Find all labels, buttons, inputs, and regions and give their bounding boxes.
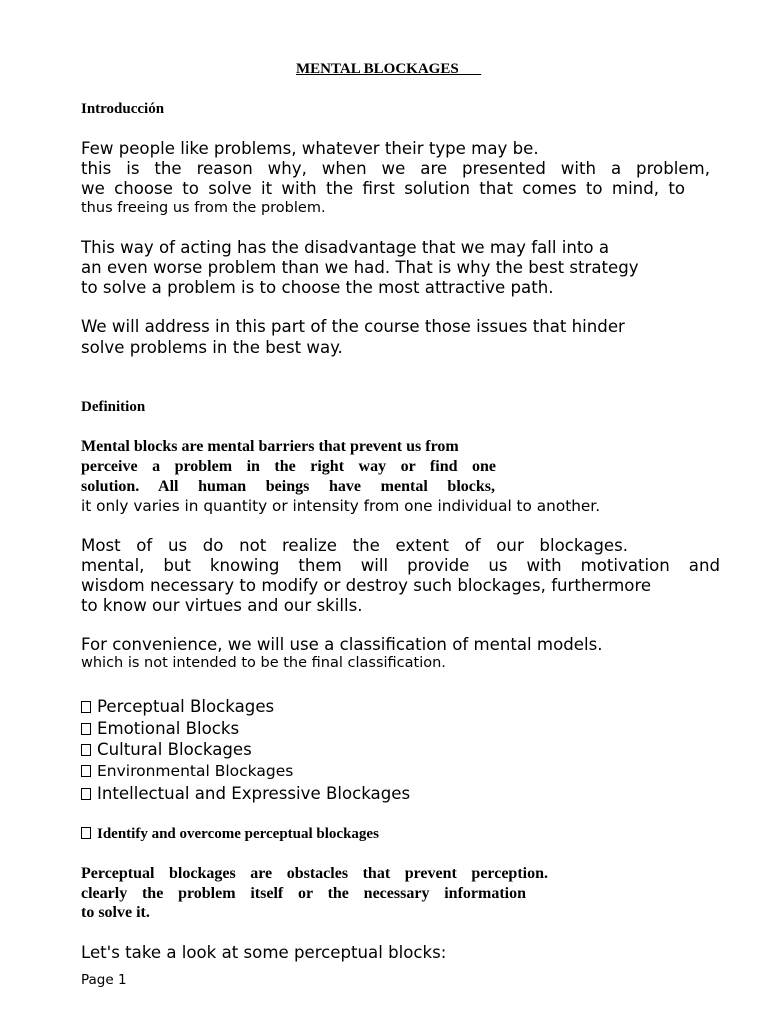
- section-line: clearly the problem itself or the necessary information: [81, 885, 526, 902]
- definition-line: mental, but knowing them will provide us with motivation and: [81, 556, 720, 575]
- bullet-box-icon: [81, 701, 91, 713]
- list-item: Emotional Blocks: [81, 719, 239, 738]
- intro-line: We will address in this part of the course those issues that hinder: [81, 317, 625, 336]
- intro-line: thus freeing us from the problem.: [81, 200, 326, 216]
- definition-line: Most of us do not realize the extent of our blockages.: [81, 536, 628, 555]
- intro-line: to solve a problem is to choose the most attractive path.: [81, 278, 554, 297]
- list-item: Cultural Blockages: [81, 740, 252, 759]
- bullet-box-icon: [81, 788, 91, 800]
- intro-line: an even worse problem than we had. That is why the best strategy: [81, 258, 639, 277]
- definition-line: perceive a problem in the right way or find one: [81, 458, 496, 475]
- intro-line: solve problems in the best way.: [81, 338, 343, 357]
- definition-line: solution. All human beings have mental blocks,: [81, 478, 495, 495]
- intro-line: This way of acting has the disadvantage that we may fall into a: [81, 238, 610, 257]
- intro-line: this is the reason why, when we are presented with a problem,: [81, 159, 710, 178]
- document-title: MENTAL BLOCKAGES: [296, 61, 482, 77]
- definition-line: Mental blocks are mental barriers that prevent us from: [81, 438, 459, 455]
- definition-line: wisdom necessary to modify or destroy such blockages, furthermore: [81, 576, 652, 595]
- definition-line: it only varies in quantity or intensity from one individual to another.: [81, 497, 601, 515]
- definition-line: which is not intended to be the final classification.: [81, 655, 446, 671]
- definition-line: to know our virtues and our skills.: [81, 596, 363, 615]
- section-line: Perceptual blockages are obstacles that prevent perception.: [81, 865, 548, 882]
- intro-line: we choose to solve it with the first solution that comes to mind, to: [81, 179, 685, 198]
- list-item: Intellectual and Expressive Blockages: [81, 784, 410, 803]
- section-closing: Let's take a look at some perceptual blocks:: [81, 943, 447, 962]
- intro-heading: Introducción: [81, 101, 165, 117]
- page-number: Page 1: [81, 972, 127, 988]
- bullet-box-icon: [81, 765, 91, 777]
- section-line: to solve it.: [81, 904, 150, 921]
- intro-line: Few people like problems, whatever their type may be.: [81, 139, 539, 158]
- section-heading: Identify and overcome perceptual blockages: [81, 826, 379, 843]
- definition-heading: Definition: [81, 399, 146, 415]
- definition-line: For convenience, we will use a classification of mental models.: [81, 635, 603, 654]
- bullet-box-icon: [81, 723, 91, 735]
- bullet-box-icon: [81, 744, 91, 756]
- list-item: Perceptual Blockages: [81, 697, 274, 716]
- bullet-box-icon: [81, 827, 91, 839]
- list-item: Environmental Blockages: [81, 762, 293, 780]
